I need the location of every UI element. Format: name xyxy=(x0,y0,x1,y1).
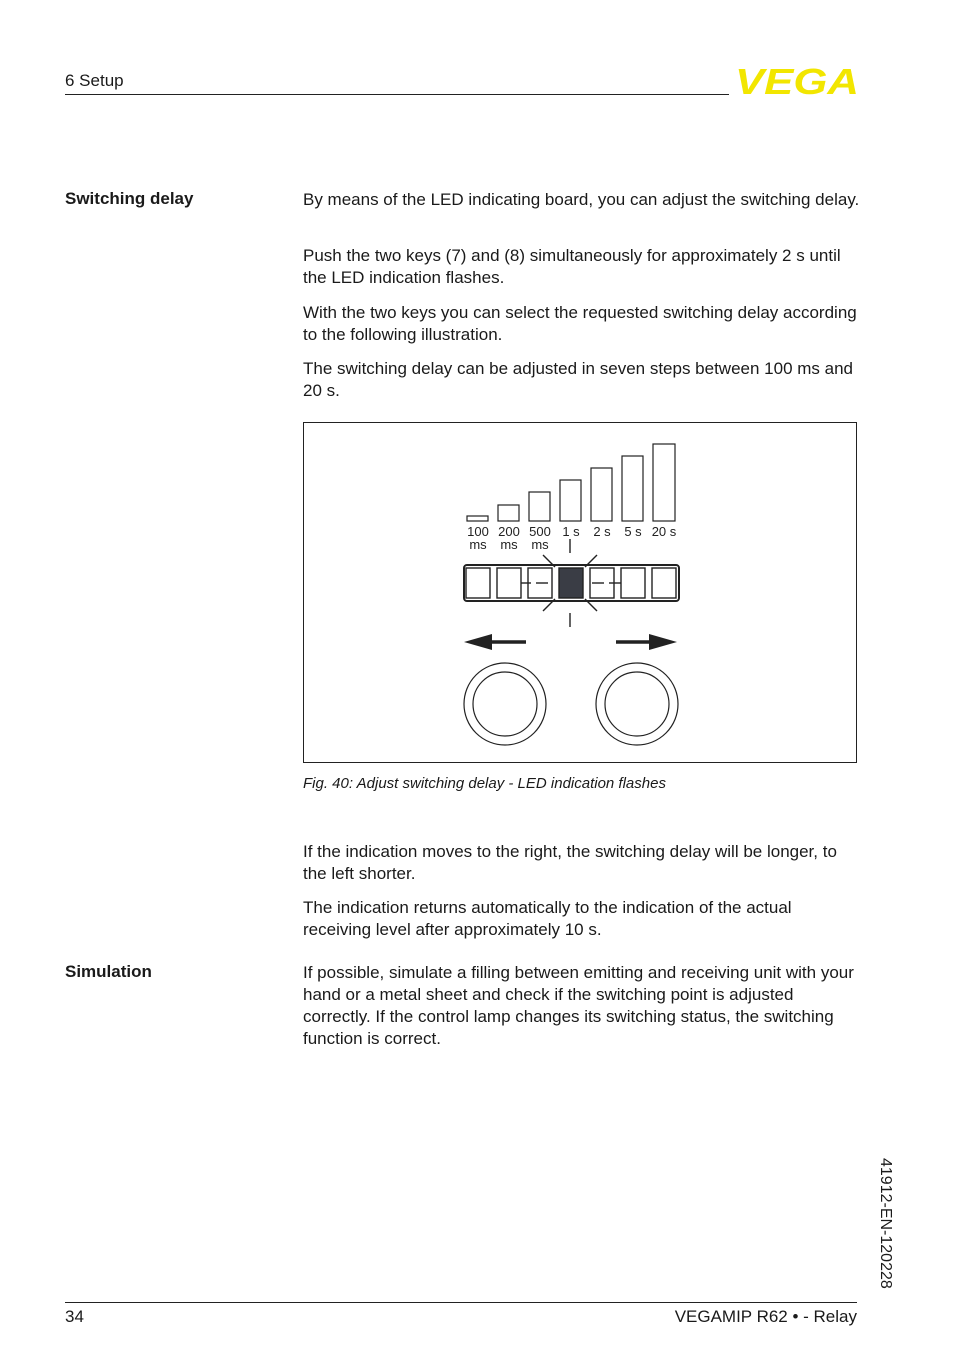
led-label: ms xyxy=(531,537,549,552)
footer-title: VEGAMIP R62 • - Relay xyxy=(674,1307,857,1326)
arrow-right-icon xyxy=(616,634,677,650)
paragraph: If possible, simulate a filling between emitting and receiving unit with your hand or a metal sheet and check if the switching point is adjusted correctly. If the control lamp changes its switching status, the switching function is correct. xyxy=(303,963,854,1048)
led-board-illustration xyxy=(304,423,858,764)
delay-bar-100ms xyxy=(467,516,488,521)
led-label: ms xyxy=(500,537,518,552)
led xyxy=(497,568,521,598)
switching-delay-heading: Switching delay xyxy=(65,189,194,208)
page-number: 34 xyxy=(65,1307,84,1326)
delay-bar-20s xyxy=(653,444,675,521)
led-label: ms xyxy=(469,537,487,552)
led xyxy=(652,568,676,598)
footer-rule xyxy=(65,1302,857,1303)
simulation-heading: Simulation xyxy=(65,962,152,981)
vega-logo xyxy=(735,66,859,96)
led-label: 500 xyxy=(529,524,551,539)
header-section: 6 Setup xyxy=(65,71,124,90)
paragraph: Push the two keys (7) and (8) simultaneously for approximately 2 s until the LED indication flashes. xyxy=(303,246,841,287)
delay-bar-5s xyxy=(622,456,643,521)
led-label: 1 s xyxy=(562,524,580,539)
header-rule xyxy=(65,94,729,95)
key-right-button xyxy=(596,663,678,745)
led-active xyxy=(559,568,583,598)
paragraph: The indication returns automatically to the indication of the actual receiving level after approximately 10 s. xyxy=(303,898,792,939)
delay-bar-1s xyxy=(560,480,581,521)
led-label: 20 s xyxy=(651,524,677,539)
key-left-button xyxy=(464,663,546,745)
led-label: 2 s xyxy=(593,524,611,539)
led xyxy=(621,568,645,598)
led-label: 5 s xyxy=(624,524,642,539)
delay-bar-200ms xyxy=(498,505,519,521)
document-id: 41912-EN-120228 xyxy=(877,1158,894,1289)
switching-delay-figure xyxy=(303,422,857,763)
paragraph: The switching delay can be adjusted in seven steps between 100 ms and 20 s. xyxy=(303,359,854,400)
delay-bar-2s xyxy=(591,468,612,521)
paragraph: If the indication moves to the right, the switching delay will be longer, to the left shorter. xyxy=(303,842,837,883)
figure-caption: Fig. 40: Adjust switching delay - LED indication flashes xyxy=(303,775,666,792)
led xyxy=(466,568,490,598)
led-label: 200 xyxy=(498,524,520,539)
delay-bar-500ms xyxy=(529,492,550,521)
arrow-left-icon xyxy=(464,634,526,650)
logo-text: VEGA xyxy=(735,66,859,96)
paragraph: With the two keys you can select the requested switching delay according to the following illustration. xyxy=(303,303,857,344)
led-label: 100 xyxy=(467,524,489,539)
paragraph: By means of the LED indicating board, you can adjust the switching delay. xyxy=(303,190,860,209)
